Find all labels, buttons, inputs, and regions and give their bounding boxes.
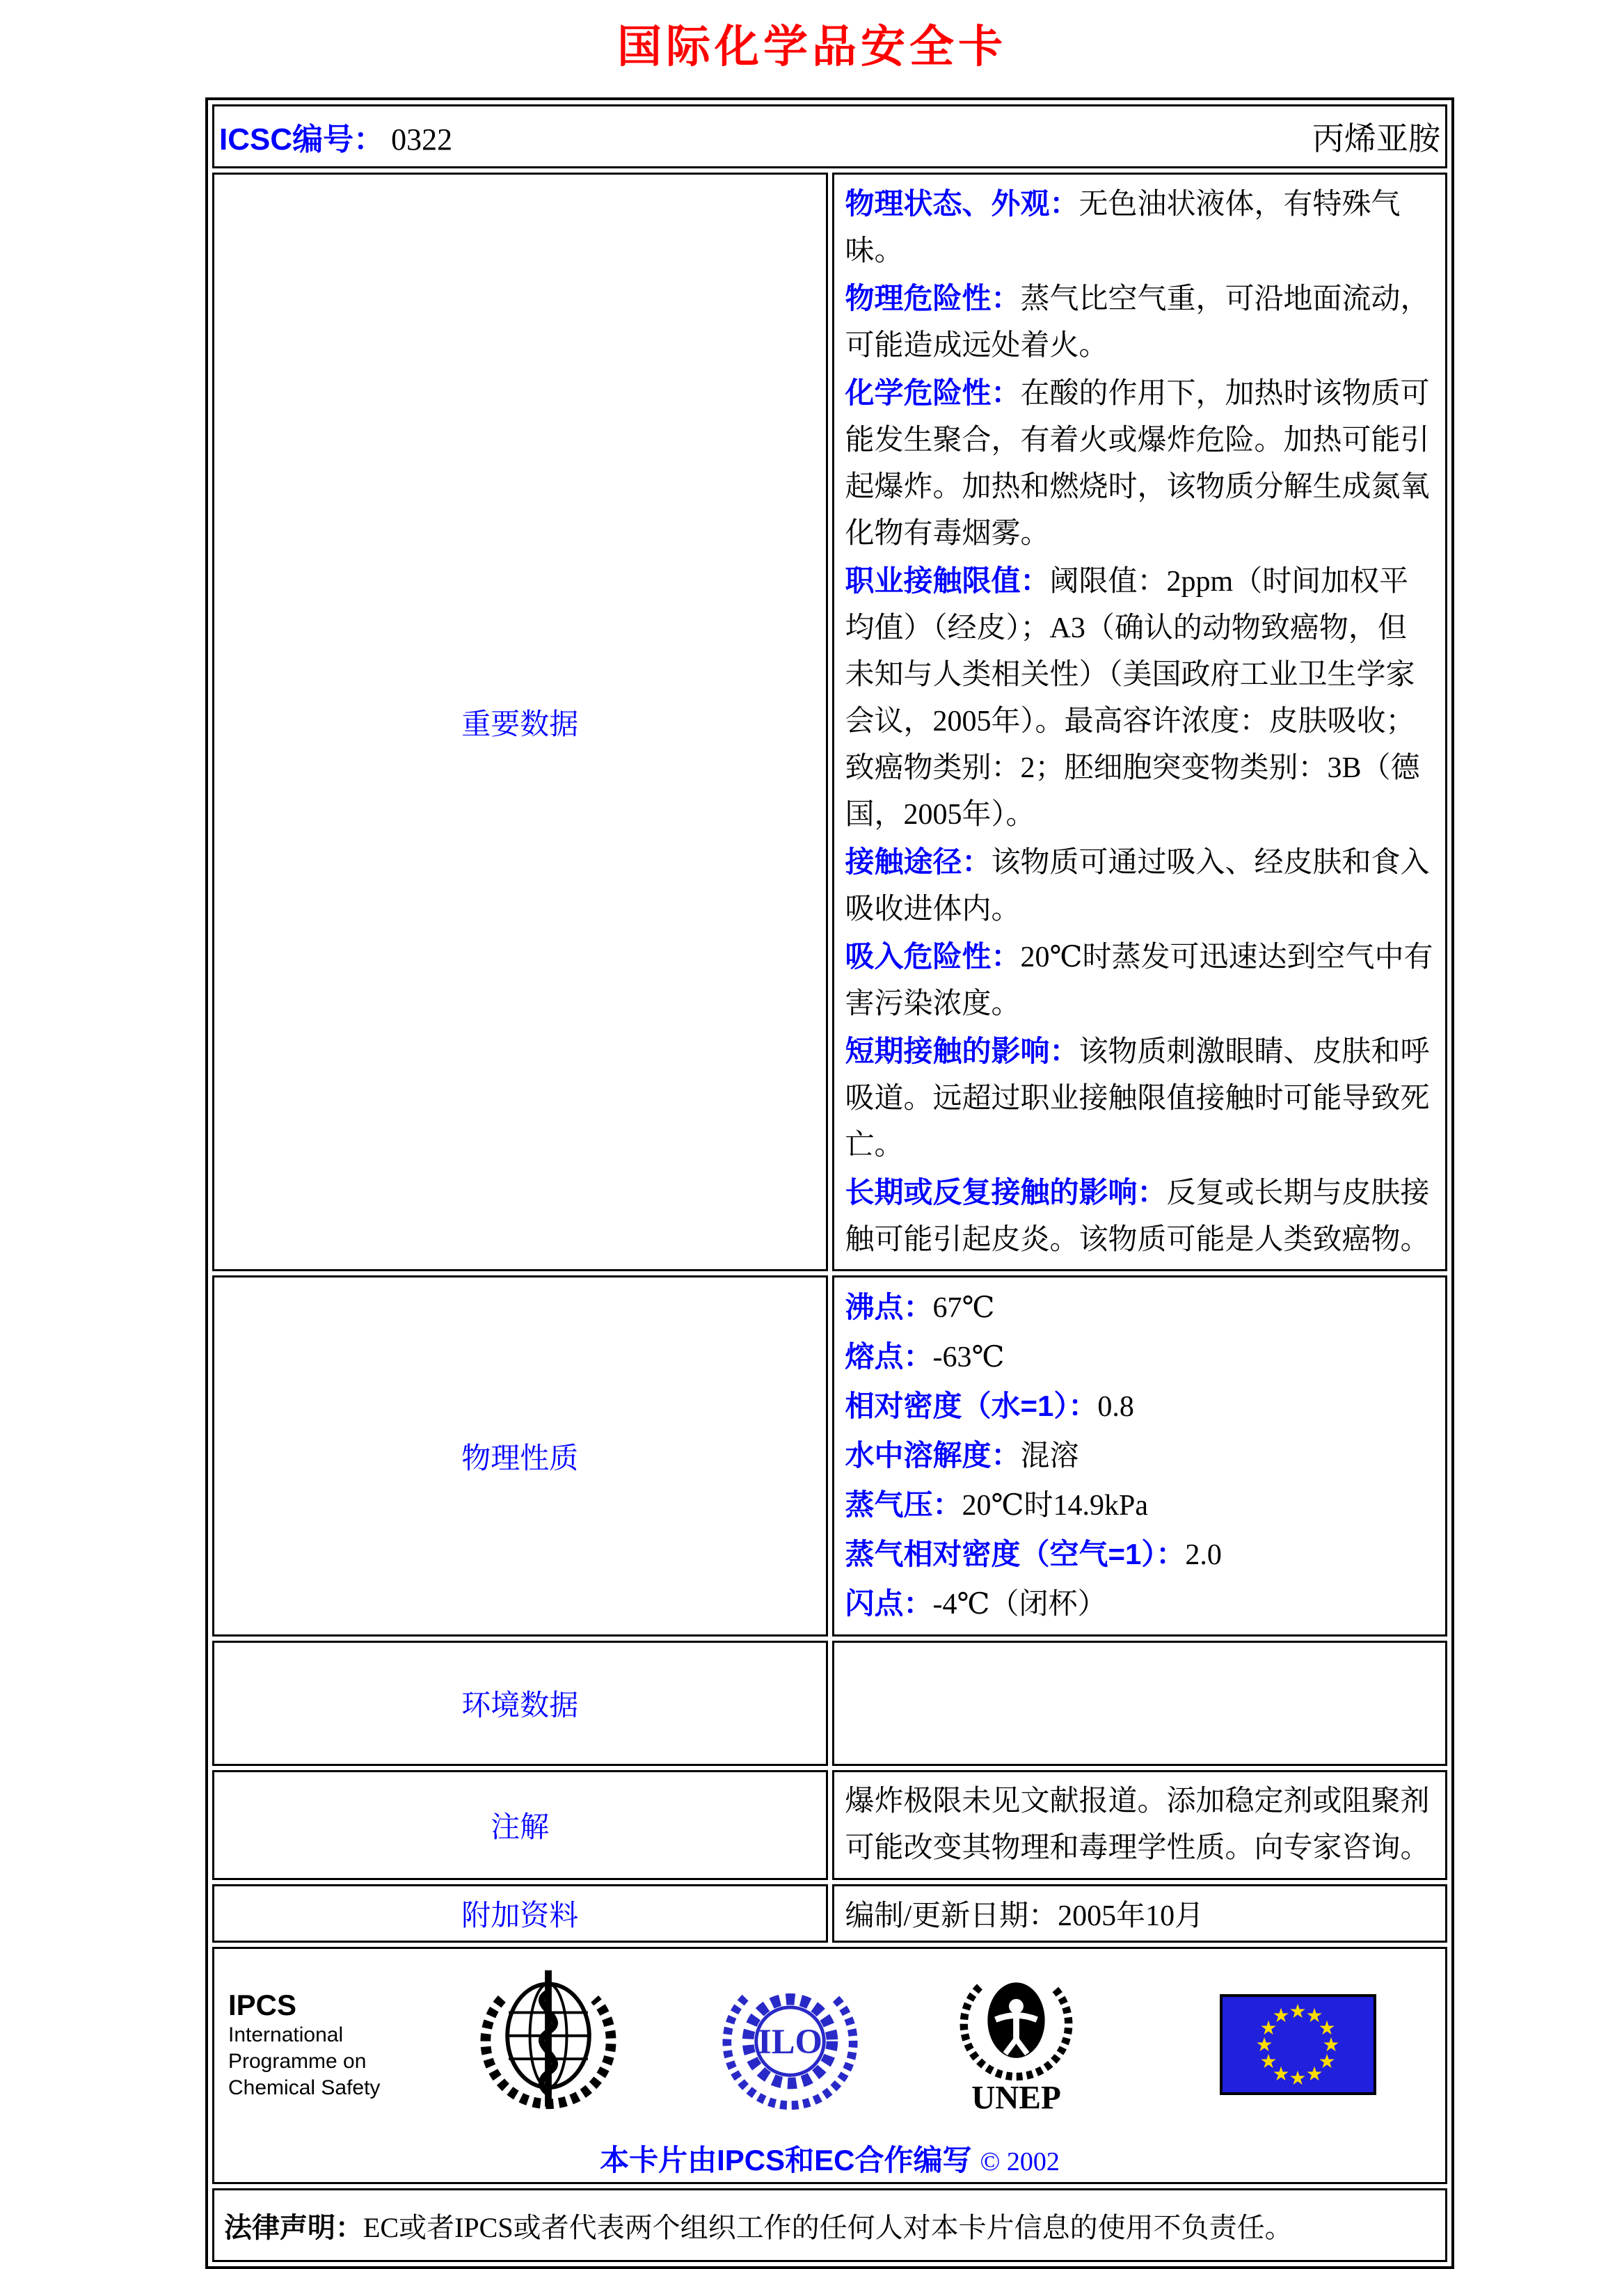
svg-text:★: ★	[1259, 2050, 1277, 2073]
important-data-item	[845, 557, 1435, 838]
important-data-item	[845, 180, 1435, 275]
important-data-item	[845, 369, 1435, 557]
important-data-item	[845, 1169, 1435, 1264]
additional-info-row	[212, 1884, 1447, 1943]
field-text: 该物质刺激眼睛、皮肤和呼吸道。远超过职业接触限值接触时可能导致死亡。	[845, 1036, 1430, 1161]
field-label: 吸入危险性：	[845, 940, 1021, 973]
svg-text:★: ★	[1289, 2067, 1307, 2089]
field-text: 反复或长期与皮肤接触可能引起皮炎。该物质可能是人类致癌物。	[845, 1177, 1430, 1256]
copyright-text: 本卡片由IPCS和EC合作编写	[600, 2144, 972, 2176]
important-data-item	[845, 933, 1435, 1028]
field-label: 物理状态、外观：	[845, 187, 1079, 220]
important-data-row-label: 重要数据	[212, 173, 828, 1271]
field-label: 蒸气相对密度（空气=1）：	[845, 1538, 1186, 1570]
field-text: 在酸的作用下，加热时该物质可能发生聚合，有着火或爆炸危险。加热可能引起爆炸。加热和燃烧时，该物质分解生成氮氧化物有毒烟雾。	[845, 378, 1430, 550]
field-text: 蒸气比空气重，可沿地面流动，可能造成远处着火。	[845, 283, 1430, 362]
svg-text:★: ★	[1259, 2016, 1277, 2039]
unep-emblem-icon	[955, 1956, 1077, 2133]
field-text: 阈限值：2ppm（时间加权平均值）（经皮）；A3（确认的动物致癌物，但未知与人类相关性）（美国政府工业卫生学家会议，2005年）。最高容许浓度：皮肤吸收；致癌物类别：2；胚细胞突变物类别：3B（德国，2005年）。	[845, 566, 1420, 831]
ipcs-line: International	[228, 2023, 344, 2046]
field-label: 职业接触限值：	[845, 564, 1050, 597]
field-label: 相对密度（水=1）：	[845, 1390, 1098, 1422]
icsc-number-value: 0322	[391, 122, 453, 157]
physical-properties-row	[212, 1275, 1447, 1637]
unep-label: UNEP	[971, 2080, 1061, 2117]
legal-cell	[212, 2188, 1447, 2262]
ipcs-line: Programme on	[228, 2049, 367, 2073]
header-row	[212, 104, 1447, 168]
svg-text:★: ★	[1272, 2062, 1290, 2085]
environmental-data-row	[212, 1641, 1447, 1766]
important-data-row	[212, 173, 1447, 1271]
copyright-year: © 2002	[980, 2147, 1060, 2176]
important-data-content	[832, 173, 1448, 1271]
notes-row-label: 注解	[212, 1770, 828, 1880]
svg-text:★: ★	[1289, 2000, 1307, 2023]
ipcs-line: Chemical Safety	[228, 2076, 381, 2099]
important-data-item	[845, 1028, 1435, 1169]
ilo-label: ILO	[758, 2022, 822, 2062]
field-text: 该物质可通过吸入、经皮肤和食入吸收进体内。	[845, 847, 1430, 925]
svg-text:★: ★	[1272, 2004, 1290, 2027]
svg-text:★: ★	[1305, 2004, 1323, 2027]
who-emblem-icon	[479, 1959, 618, 2130]
environmental-data-content	[832, 1641, 1448, 1766]
field-label: 熔点：	[845, 1340, 933, 1373]
icsc-number-group	[219, 114, 452, 159]
field-text: 无色油状液体，有特殊气味。	[845, 189, 1401, 267]
field-text: 0.8	[1097, 1391, 1134, 1423]
svg-text:★: ★	[1318, 2050, 1336, 2073]
field-label: 水中溶解度：	[845, 1439, 1021, 1472]
copyright-line	[228, 2137, 1431, 2179]
field-label: 接触途径：	[845, 845, 992, 878]
environmental-data-row-label: 环境数据	[212, 1641, 828, 1766]
ipcs-title: IPCS	[228, 1988, 297, 2021]
svg-text:★: ★	[1322, 2033, 1340, 2056]
ipcs-text-block	[228, 1989, 423, 2101]
field-text: 20℃时14.9kPa	[962, 1490, 1148, 1522]
field-text: -4℃（闭杯）	[932, 1589, 1107, 1621]
header-cell	[212, 104, 1447, 168]
physical-property-item	[845, 1431, 1435, 1481]
eu-flag-icon	[1220, 1994, 1376, 2095]
field-label: 闪点：	[845, 1587, 933, 1620]
notes-text: 爆炸极限未见文献报道。添加稳定剂或阻聚剂可能改变其物理和毒理学性质。向专家咨询。	[845, 1785, 1430, 1864]
svg-text:★: ★	[1305, 2062, 1323, 2085]
field-label: 短期接触的影响：	[845, 1035, 1079, 1067]
ilo-emblem-icon	[722, 1959, 858, 2130]
field-label: 沸点：	[845, 1291, 933, 1323]
legal-text: EC或者IPCS或者代表两个组织工作的任何人对本卡片信息的使用不负责任。	[363, 2211, 1293, 2243]
additional-info-content: 编制/更新日期：2005年10月	[832, 1884, 1448, 1943]
physical-properties-content	[832, 1275, 1448, 1637]
chemical-name: 丙烯亚胺	[1312, 121, 1440, 157]
field-text: -63℃	[932, 1342, 1005, 1374]
field-text: 混溶	[1020, 1440, 1079, 1472]
physical-property-item	[845, 1382, 1435, 1431]
legal-row	[212, 2188, 1447, 2262]
physical-property-item	[845, 1530, 1435, 1579]
field-text: 2.0	[1185, 1539, 1222, 1571]
field-text: 67℃	[932, 1292, 995, 1324]
icsc-card-table	[205, 97, 1454, 2269]
notes-content	[832, 1770, 1448, 1880]
physical-property-item	[845, 1481, 1435, 1530]
field-label: 蒸气压：	[845, 1488, 962, 1521]
svg-text:★: ★	[1318, 2016, 1336, 2039]
physical-property-item	[845, 1332, 1435, 1382]
legal-label: 法律声明：	[224, 2212, 363, 2243]
field-label: 化学危险性：	[845, 376, 1021, 409]
field-label: 物理危险性：	[845, 282, 1021, 315]
svg-text:★: ★	[1255, 2033, 1273, 2056]
physical-property-item	[845, 1283, 1435, 1332]
icsc-number-label: ICSC编号：	[219, 122, 385, 157]
notes-row	[212, 1770, 1447, 1880]
field-text: 20℃时蒸发可迅速达到空气中有害污染浓度。	[845, 941, 1433, 1020]
physical-properties-row-label: 物理性质	[212, 1275, 828, 1637]
field-label: 长期或反复接触的影响：	[845, 1176, 1167, 1209]
physical-property-item	[845, 1579, 1435, 1629]
logos-row	[212, 1947, 1447, 2184]
important-data-item	[845, 838, 1435, 933]
important-data-item	[845, 275, 1435, 369]
logos-cell	[212, 1947, 1447, 2184]
additional-info-row-label: 附加资料	[212, 1884, 828, 1943]
page-title: 国际化学品安全卡	[617, 22, 1007, 72]
